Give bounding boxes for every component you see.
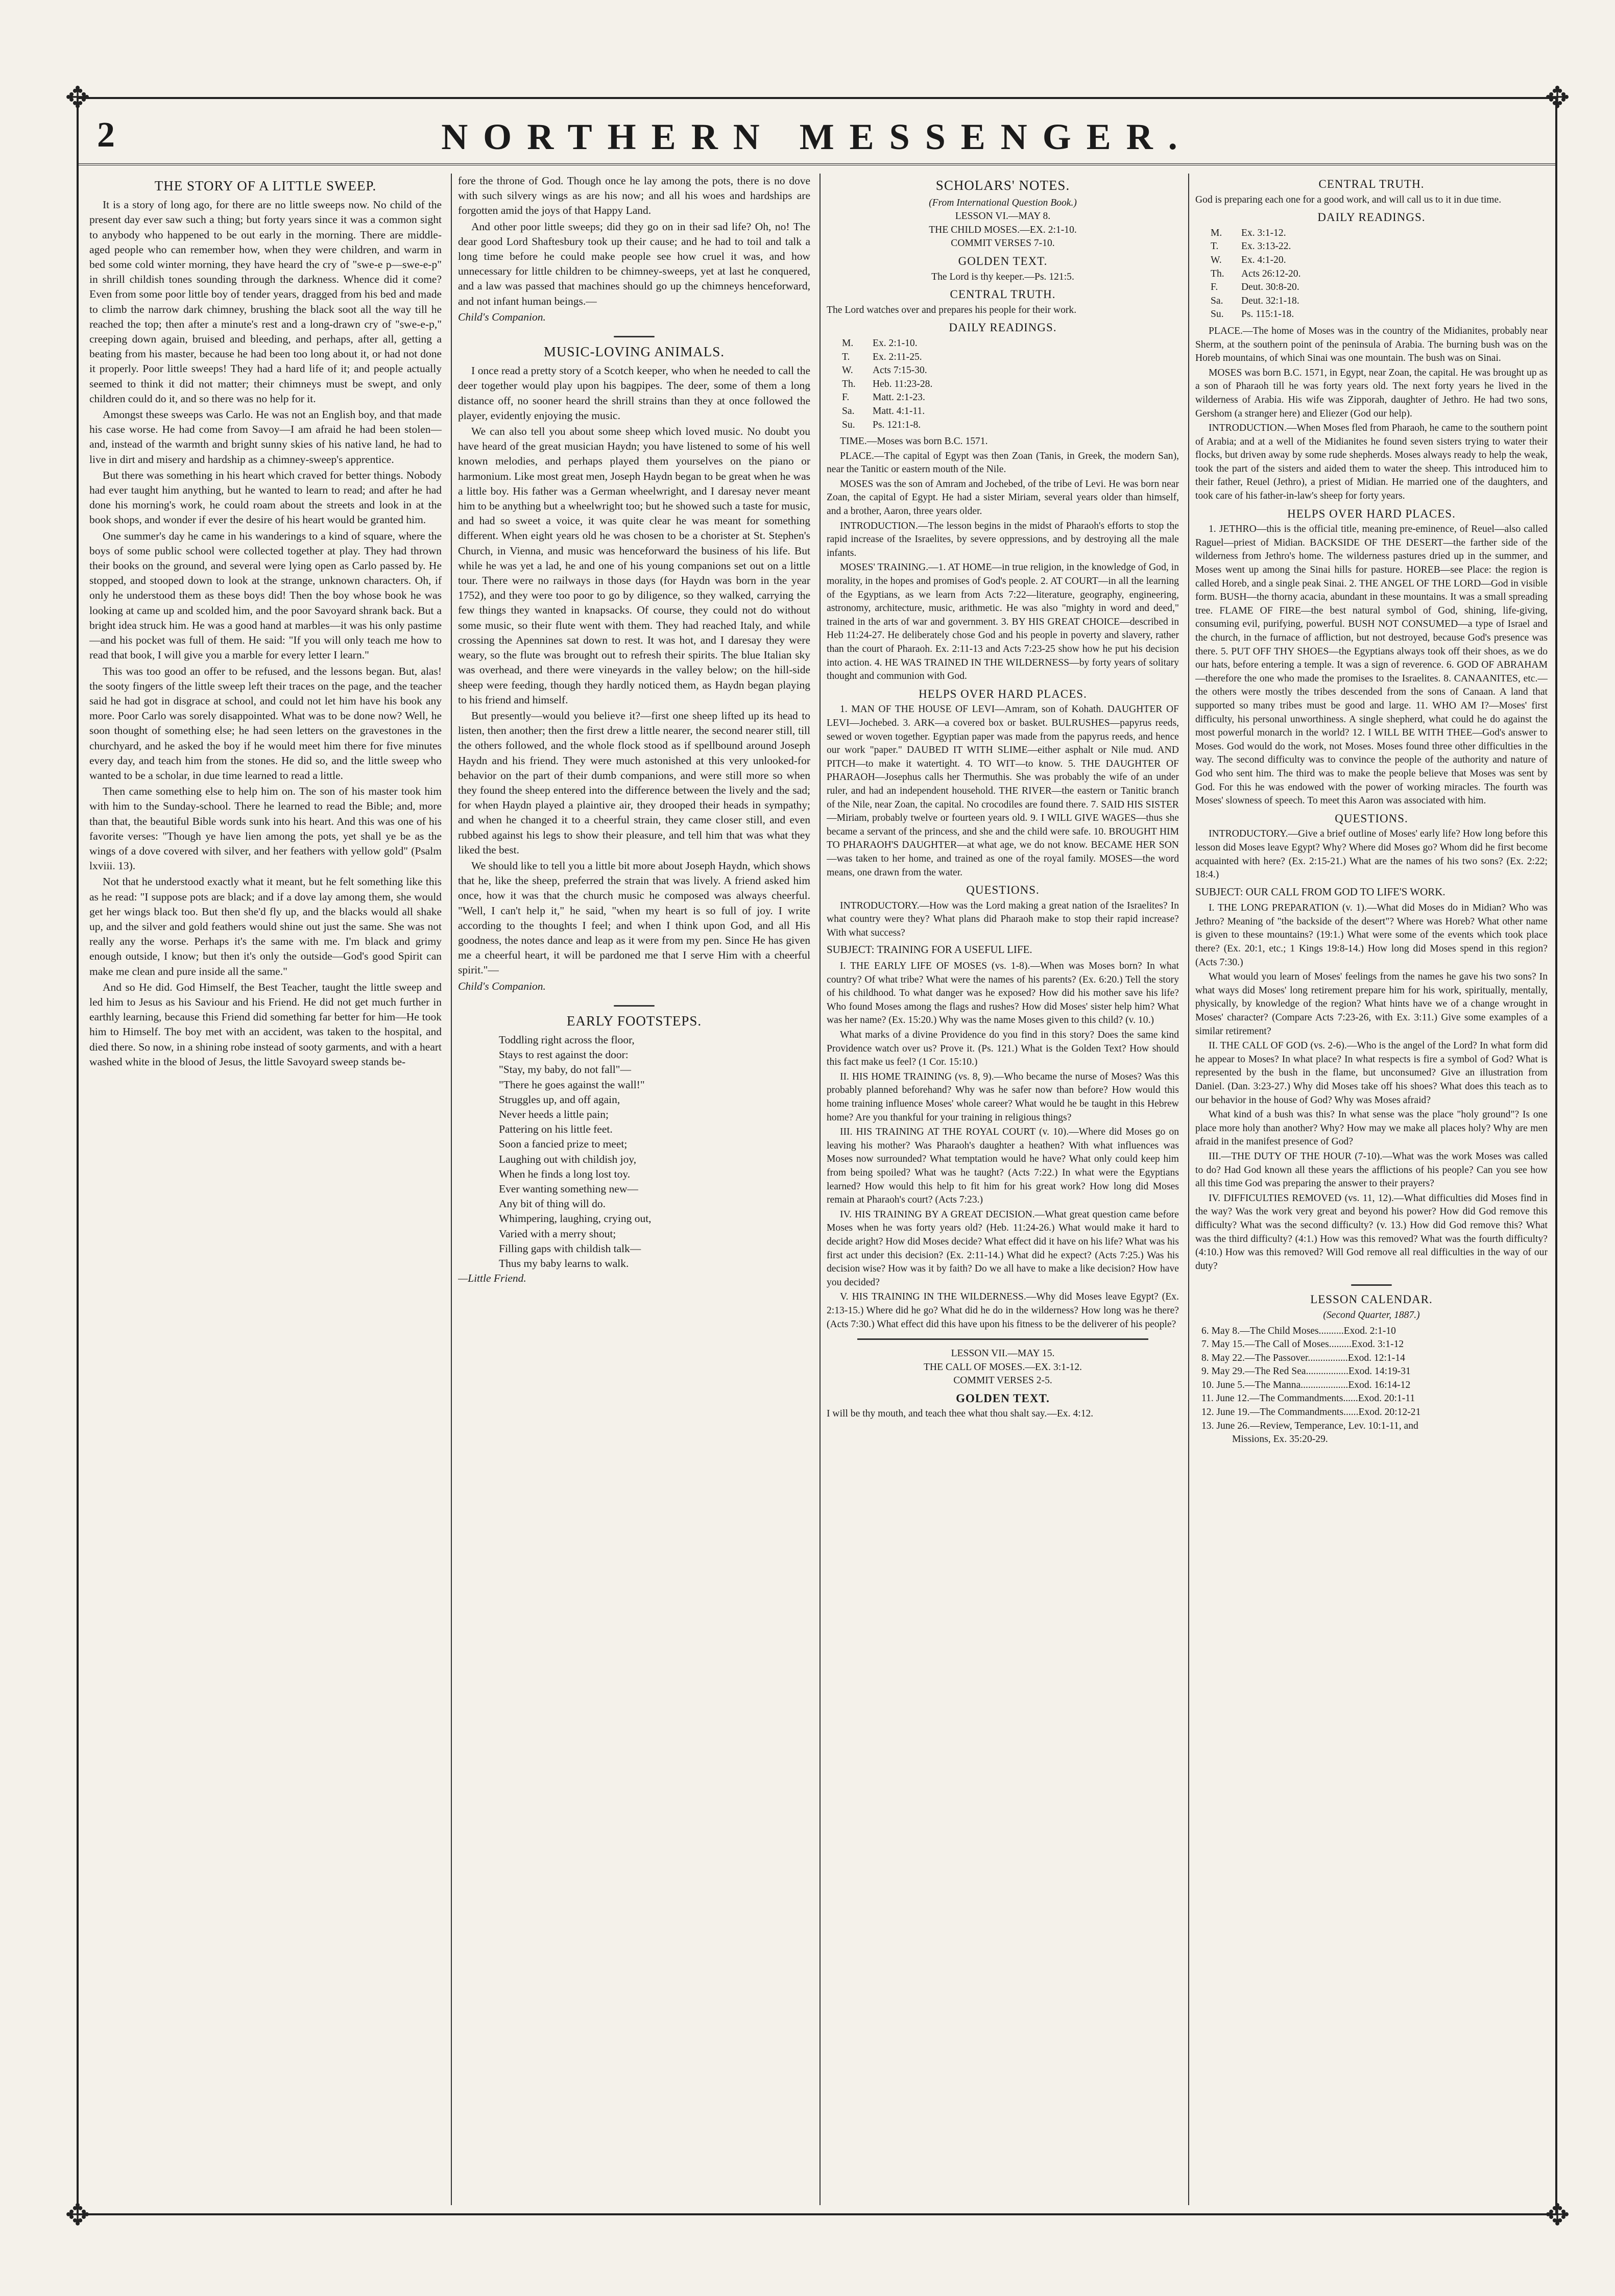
lesson-calendar-subheading: (Second Quarter, 1887.) [1323, 1309, 1420, 1321]
lesson-heading: LESSON VII.—MAY 15. [951, 1348, 1055, 1359]
poem-line: Varied with a merry shout; [499, 1227, 616, 1240]
calendar-row: 8. May 22.—The Passover................Exod. 12:1-14 [1201, 1352, 1405, 1363]
calendar-row: 10. June 5.—The Manna...................Exod. 16:14-12 [1201, 1379, 1411, 1390]
lesson-heading: LESSON VI.—MAY 8. [955, 211, 1051, 222]
daily-readings [842, 337, 1179, 432]
question-block: What marks of a divine Providence do you find in this story? Does the same kind Providence watch over us? Prove it. (Ps. 121.) What is the Golden Text? How should this fact make us feel? (1 Cor. 15:10.) [827, 1030, 1179, 1068]
commit-verses: COMMIT VERSES 2-5. [953, 1375, 1052, 1386]
question-block: What would you learn of Moses' feelings from the names he gave his two sons? In what ways did Moses' long retirement prepare him for his work, spiritually, mentally, physically, by knowledge of the region? What hints have we of a change wrought in Moses' character? (Compare Acts 7:23-26, with Ex. 3:11.) Give some examples of a similar retirement? [1195, 971, 1548, 1037]
lesson-subheading: THE CALL OF MOSES.—EX. 3:1-12. [923, 1361, 1082, 1373]
column-3 [827, 174, 1179, 2205]
question-block: I. THE LONG PREPARATION (v. 1).—What did Moses do in Midian? Who was Jethro? Meaning of "the backside of the desert"? Where was Horeb? What other name is given to these mountains? (19:1.) What were some of the events which took place there? (Ex. 20:1, etc.; 1 Kings 19:8-14.) How long did Moses spend in this region? (Acts 7:30.) [1195, 902, 1548, 968]
reading-row: Sa. Matt. 4:1-11. [842, 405, 925, 417]
sweep-source: Child's Companion. [458, 310, 546, 323]
bottom-right-corner-ornament-icon: ✥ [1545, 2199, 1570, 2232]
sweep-paragraph: Not that he understood exactly what it meant, but he felt something like this as he read: "I suppose pots are black; and if a dove lay among them, she would get her wings black too. But then she'd fly up, and the blacks would all shake up, and the silver and gold feathers would shine out just the same. She was not really any the worse. Perhaps it's the same with me. I'm black and grimy enough outside, I know; but then it's only the outside—God's good Spirit can make me clean and pure inside all the same." [89, 875, 442, 978]
column-rule [819, 174, 821, 2205]
top-right-corner-ornament-icon: ✥ [1545, 81, 1570, 114]
article-title-animals: MUSIC-LOVING ANIMALS. [543, 344, 725, 360]
reading-row: W. Ex. 4:1-20. [1211, 254, 1286, 265]
poem-line: Pattering on his little feet. [499, 1123, 613, 1136]
poem-line: "Stay, my baby, do not fall"— [499, 1063, 631, 1076]
lesson-calendar [1201, 1325, 1548, 1447]
bottom-left-corner-ornament-icon: ✥ [65, 2199, 90, 2232]
column-rule [1188, 174, 1189, 2205]
question-block: II. HIS HOME TRAINING (vs. 8, 9).—Who became the nurse of Moses? Was this probably planned beforehand? Why was he safer now than before? How would this home training influence Moses' whole career? What would he be taught in this Hebrew home? Are you thankful for your training in religious things? [827, 1071, 1179, 1123]
question-block: IV. DIFFICULTIES REMOVED (vs. 11, 12).—What difficulties did Moses find in the way? Was the work very great and beyond his power? How did God remove this difficulty? What was the second difficulty? (v. 13.) How did God remove this? What was the third difficulty? (4:1.) How was this removed? What was the fourth difficulty? (4:10.) How was this removed? Will God remove all real difficulties in the way of our duty? [1195, 1192, 1548, 1272]
calendar-row: 13. June 26.—Review, Temperance, Lev. 10:1-11, and [1201, 1420, 1418, 1431]
reading-row: Th. Acts 26:12-20. [1211, 268, 1301, 279]
reading-row: M. Ex. 2:1-10. [842, 337, 918, 349]
daily-readings [1211, 227, 1548, 322]
sweep-paragraph: It is a story of long ago, for there are no little sweeps now. No child of the present day ever saw such a thing; but forty years since it was a common sight to anybody who happened to be out early in the morning. There are middle-aged people who can remember how, when they were children, and warm in bed some cold winter morning, they have heard the cry of "swe-e p—swe-e-p" in shrill childish tones sounding through the darkness. Whence did it come? Even from some poor little boy of tender years, dragged from his bed and made to climb the narrow dark chimney, brushing the black soot all the way till he reached the top; then after a minute's rest and a long-drawn cry of "swe-e-p," creeping down again, bruised and bleeding, and perhaps, after all, getting a beating from his master, because he had been too long about it, or had not done it properly. Poor little sweeps! They had a hard life of it; and people actually seemed to think it did not matter; their chimneys must be swept, and only children could do it, and so there was no help for it. [89, 199, 442, 405]
sweep-continued-paragraph: And other poor little sweeps; did they go on in their sad life? Oh, no! The dear good Lord Shaftesbury took up their cause; and he had to toil and talk a long time before he could make people see how cruel it was, and how unnecessary for little children to be chimney-sweeps, yet at last he conquered, and a law was passed that machines should go up the chimneys henceforward, and not infant human beings.— [458, 220, 810, 307]
question-block: III.—THE DUTY OF THE HOUR (7-10).—What was the work Moses was called to do? Had God known all these years the afflictions of his people? Can you see how all this time God was preparing the answer to their prayers? [1195, 1151, 1548, 1189]
animals-paragraph: But presently—would you believe it?—first one sheep lifted up its head to listen, then another; then the first drew a little nearer, the second nearer still, till the others followed, and the whole flock stood as if spellbound around Joseph Haydn and his friend. They were much astonished at this very unlooked-for behavior on the part of their dumb companions, and were still more so when they found the sheep entered into the difference between the lively and the sad; for when Haydn played a plaintive air, they drooped their heads in sympathy; and when he changed it to a cheerful strain, they came closer still, and even rubbed against his legs to show their pleasure, and tell him that was what they liked the best. [458, 709, 810, 856]
lesson-calendar-heading: LESSON CALENDAR. [1310, 1293, 1433, 1306]
column-2 [458, 174, 810, 2205]
poem-line: Soon a fancied prize to meet; [499, 1138, 628, 1151]
lesson-subheading: THE CHILD MOSES.—EX. 2:1-10. [929, 224, 1077, 235]
calendar-row: 11. June 12.—The Commandments......Exod. 20:1-11 [1201, 1393, 1415, 1404]
poem-line: Ever wanting something new— [499, 1183, 638, 1195]
helps-text: 1. JETHRO—this is the official title, meaning pre-eminence, of Reuel—also called Raguel—priest of Midian. BACKSIDE OF THE DESERT—the farther side of the wilderness from Jethro's home. The wilderness pastures dried up in the summer, and Moses went up among the Sinai hills for pasture. HOREB—see Place: the region is called Horeb, and a single peak Sinai. 2. THE ANGEL OF THE LORD—God in visible form. BUSH—the thorny acacia, abundant in these mountains. It was a small spreading tree. FLAME OF FIRE—the best natural symbol of God, shining, life-giving, consuming evil, purifying, powerful. BUSH NOT CONSUMED—a type of Israel and the church, in the furnace of affliction, but not destroyed, because God's presence was there. 5. PUT OFF THY SHOES—the Egyptians always took off their shoes, as we do our hats, before entering a temple. It was a sign of reverence. 6. GOD OF ABRAHAM—therefore the one who made the promises to the Israelites. 8. CANAANITES, etc.—the others were mostly the tribes descended from the sons of Canaan. A land that supported so many tribes must be good and large. 11. WHO AM I?—Moses' first difficulty, his personal unworthiness. A single shepherd, what could he do against the most powerful monarch in the world? 12. I WILL BE WITH THEE—God's answer to Moses. God would do the work, not Moses. Moses found three other difficulties in the way. The second difficulty was to convince the people of the authority and nature of God who sent him. The third was to make the people believe that Moses was sent by God. For this he was endowed with the power of working miracles. The fourth was Moses' slowness of speech. To meet this Aaron was associated with him. [1195, 524, 1548, 807]
daily-readings-heading: DAILY READINGS. [1317, 211, 1426, 224]
question-block: IV. HIS TRAINING BY A GREAT DECISION.—What great question came before Moses when he was forty years old? (Heb. 11:24-26.) What would make it hard to decide aright? How did Moses decide? What effect did it have on his life? What was his first act under this decision? (Ex. 2:11-14.) What did he expect? (Acts 7:25.) Was his decision wise? How was it by faith? Do we all have to make a like decision? How have you decided? [827, 1209, 1179, 1288]
lesson-subject: SUBJECT: OUR CALL FROM GOD TO LIFE'S WORK. [1195, 885, 1445, 898]
poem-line: Whimpering, laughing, crying out, [499, 1212, 652, 1225]
calendar-row: Missions, Ex. 35:20-29. [1232, 1434, 1328, 1445]
poem-line: Stays to rest against the door: [499, 1048, 629, 1061]
notes-paragraph: MOSES was the son of Amram and Jochebed, of the tribe of Levi. He was born near Zoan, the capital of Egypt. He had a sister Miriam, several years older than himself, and a brother, Aaron, three years older. [827, 478, 1179, 517]
poem-line: Toddling right across the floor, [499, 1033, 635, 1046]
calendar-row: 6. May 8.—The Child Moses..........Exod. 2:1-10 [1201, 1325, 1396, 1336]
question-block: I. THE EARLY LIFE OF MOSES (vs. 1-8).—When was Moses born? In what country? Of what tribe? What were the names of his parents? (Ex. 6:20.) Tell the story of his childhood. To what danger was he exposed? How did his mother save his life? Who found Moses among the flags and rushes? How did Moses' sister help him? What was her name? (Ex. 15:20.) Why was the name Moses given to this child? (v. 10.) [827, 961, 1179, 1026]
animals-source: Child's Companion. [458, 980, 546, 992]
notes-paragraph: PLACE.—The capital of Egypt was then Zoan (Tanis, in Greek, the modern San), near the Tanitic or eastern mouth of the Nile. [827, 450, 1179, 475]
helps-text: 1. MAN OF THE HOUSE OF LEVI—Amram, son of Kohath. DAUGHTER OF LEVI—Jochebed. 3. ARK—a covered box or basket. BULRUSHES—papyrus reeds, sewed or woven together. Egyptian paper was made from the papyrus reeds, and hence our work "paper." DAUBED IT WITH SLIME—either asphalt or Nile mud. AND PITCH—to make it watertight. 4. TO WIT—to know. 5. THE DAUGHTER OF PHARAOH—Josephus calls her Thermuthis. She was probably the wife of an under ruler, and had an independent household. THE RIVER—the eastern or Tanitic branch of the Nile, near Zoan, the capital. No crocodiles are found there. 7. SAID HIS SISTER—Miriam, probably twelve or fourteen years old. 9. I WILL GIVE WAGES—thus she became a servant of the princess, and she and the child were safe. 10. BROUGHT HIM TO PHARAOH'S DAUGHTER—at what age, we do not know. BECAME HER SON—was taken to her home, and trained as one of the royal family. MOSES—the word means, one drawn from the water. [827, 704, 1179, 878]
reading-row: F. Deut. 30:8-20. [1211, 282, 1299, 293]
reading-row: F. Matt. 2:1-23. [842, 392, 925, 403]
article-title-sweep: THE STORY OF A LITTLE SWEEP. [154, 178, 377, 193]
reading-row: Su. Ps. 115:1-18. [1211, 309, 1294, 320]
poem-title: EARLY FOOTSTEPS. [566, 1013, 702, 1029]
animals-paragraph: We should like to tell you a little bit more about Joseph Haydn, which shows that he, like the sheep, preferred the strain that was lively. A friend asked him once, how it was that the church music he composed was always cheerful. "Well, I can't help it," he said, "when my heart is so full of joy. I write according to the thoughts I feel; and when I think upon God, and all His goodness, the notes dance and leap as it were from my pen. Since He has given me a cheerful heart, it will be pardoned me that I serve Him with a cheerful spirit."— [458, 859, 810, 976]
helps-heading: HELPS OVER HARD PLACES. [1287, 507, 1456, 520]
reading-row: Th. Heb. 11:23-28. [842, 378, 933, 389]
scholars-notes-title: SCHOLARS' NOTES. [935, 178, 1070, 193]
daily-readings-heading: DAILY READINGS. [949, 321, 1057, 334]
reading-row: M. Ex. 3:1-12. [1211, 227, 1286, 238]
question-block: What kind of a bush was this? In what sense was the place "holy ground"? Is one place more holy than another? Why? How may we make all places holy? Why are men afraid in the manifest presence of God? [1195, 1109, 1548, 1147]
calendar-row: 9. May 29.—The Red Sea.................Exod. 14:19-31 [1201, 1366, 1411, 1377]
scholars-notes-subtitle: (From International Question Book.) [929, 197, 1077, 208]
poem-line: Thus my baby learns to walk. [499, 1257, 629, 1270]
column-1 [89, 174, 442, 2205]
poem-line: When he finds a long lost toy. [499, 1167, 631, 1180]
column-rule [451, 174, 452, 2205]
questions-heading: QUESTIONS. [1335, 812, 1408, 825]
reading-row: Sa. Deut. 32:1-18. [1211, 295, 1299, 306]
column-4 [1195, 174, 1548, 2205]
section-separator [1351, 1284, 1392, 1286]
page-number: 2 [97, 115, 115, 155]
sweep-continued-paragraph: fore the throne of God. Though once he lay among the pots, there is no dove with such silvery wings as are his now; and all his woes and hardships are forgotten amid the joys of that Happy Land. [458, 175, 810, 217]
sweep-paragraph: This was too good an offer to be refused, and the lessons began. But, alas! the sooty fingers of the little sweep left their traces on the page, and the teacher said he had got in disgrace at school, and could not let him have his book any more. Poor Carlo was sorely disappointed. What was to be done now? Well, he soon thought of something else; he had seen letters on the gravestones in the churchyard, and he asked the boy if he would meet him there for five minutes every day, and teach him from the stones. He did so, and the little sweep who wanted to be a scholar, in due time learned to read a little. [89, 665, 442, 781]
animals-paragraph: We can also tell you about some sheep which loved music. No doubt you have heard of the great musician Haydn; you have listened to some of his well known melodies, and perhaps played them yourselves on the piano or harmonium. Like most great men, Joseph Haydn began to be great when he was a little boy. His father was a German wheelwright, and I daresay never meant him to be anything but a wheelwright too; but he showed such a taste for music, and had so sweet a voice, it was quite clear he was meant for something different. When eight years old he was chosen to be a chorister at St. Stephen's Church, in Vienna, and music was henceforward the business of his life. But while he was yet a lad, he and one of his young companions set out on a little tour. There were no railways in those days (for Haydn was born in the year 1752), and they were too poor to go by diligence, so they walked, carrying the few things they wanted in knapsacks. Of course, they could not do without some music, so their flute went with them. They had reached Italy, and while crossing the Apennines sat down to rest. It was hot, and I daresay they were weary, so the flute was brought out to refresh their spirits. The blue Italian sky was overhead, and there were vineyards in the valley below; on the hill-side sheep were feeding, though they hardly noticed them, as Haydn began playing to his friend and himself. [458, 425, 810, 706]
sweep-paragraph: One summer's day he came in his wanderings to a kind of square, where the boys of some public school were collected together at play. They had thrown their books on the ground, and several were lying open as Carlo passed by. He stopped, and stooped down to look at the strange, unknown characters. Oh, if only he understood them as these boys did! Then the boy whose book he was looking at came up and scolded him, and the poor Savoyard shrank back. But a bright idea struck him. He was a good hand at marbles—it was his only pastime—and his pocket was full of them. He said: "If you will only teach me how to read that book, I will give you a marble for every letter I learn." [89, 529, 442, 662]
section-separator [614, 1005, 655, 1007]
questions-intro: INTRODUCTORY.—How was the Lord making a great nation of the Israelites? In what country were they? What plans did Pharaoh make to stop their rapid increase? With what success? [827, 900, 1179, 938]
golden-text-heading: GOLDEN TEXT. [958, 254, 1048, 267]
central-truth-text: The Lord watches over and prepares his people for their work. [827, 304, 1077, 315]
notes-paragraph: MOSES' TRAINING.—1. AT HOME—in true religion, in the knowledge of God, in morality, in the hopes and promises of God's people. 2. AT COURT—in all the learning of the Egyptians, as we learn from Acts 7:22—literature, geography, engineering, astronomy, architecture, music, arithmetic. He was also "mighty in word and deed," trained in the arts of war and government. 3. BY HIS GREAT CHOICE—described in Heb 11:24-27. He deliberately chose God and his people in poverty and slavery, rather than the court of Pharaoh. Ex. 2:11-13 and Acts 7:23-25 show how he put his decision into action. 4. HE WAS TRAINED IN THE WILDERNESS—by forty years of solitary thought and communion with God. [827, 562, 1179, 682]
sweep-paragraph: Then came something else to help him on. The son of his master took him with him to the Sunday-school. There he learned to read the Bible; and, more than that, the beautiful Bible words sunk into his heart. And this was one of his favorite verses: "Though ye have lien among the pots, yet shall ye be as the wings of a dove covered with silver, and her feathers with yellow gold" (Psalm lxviii. 13). [89, 785, 442, 872]
poem-line: "There he goes against the wall!" [499, 1078, 645, 1091]
sweep-paragraph: But there was something in his heart which craved for better things. Nobody had ever taught him anything, but he wanted to learn to read; and after he had done his morning's work, he could roam about the streets and look in at the book shops, and wonder if ever the desire of his heart would be granted him. [89, 469, 442, 526]
animals-paragraph: I once read a pretty story of a Scotch keeper, who when he needed to call the deer together would play upon his bagpipes. The deer, some of them a long distance off, no sooner heard the shrill strains than they at once followed the player, evidently enjoying the music. [458, 364, 810, 422]
reading-row: Su. Ps. 121:1-8. [842, 419, 921, 430]
reading-row: T. Ex. 2:11-25. [842, 351, 922, 362]
sweep-paragraph: And so He did. God Himself, the Best Teacher, taught the little sweep and led him to Jesus as his Saviour and his Friend. He did not get much further in earthly learning, because this Friend did something far better for him—He took him to Himself. The boy met with an accident, was taken to the hospital, and died there. So now, in a shining robe instead of sooty garments, and with a heart washed white in the blood of Jesus, the little Savoyard sweep stands be- [89, 981, 442, 1068]
poem-line: Any bit of thing will do. [499, 1198, 606, 1210]
lesson-subject: SUBJECT: TRAINING FOR A USEFUL LIFE. [827, 943, 1032, 956]
poem-line: Laughing out with childish joy, [499, 1153, 637, 1165]
notes-paragraph: MOSES was born B.C. 1571, in Egypt, near Zoan, the capital. He was brought up as a son of Pharaoh till he was forty years old. The next forty years he lived in the wilderness of Arabia. His wife was Zipporah, daughter of Jethro. He had two sons, Gershom (a stranger here) and Eliezer (God our help). [1195, 367, 1548, 419]
questions-intro: INTRODUCTORY.—Give a brief outline of Moses' early life? How long before this lesson did Moses leave Egypt? Why? Where did Moses go? Whom did he first become acquainted with here? (Ex. 2:15-21.) What are the names of his two sons? (Ex. 2:22; 18:4.) [1195, 828, 1548, 881]
columns [89, 174, 1548, 2205]
question-block: II. THE CALL OF GOD (vs. 2-6).—Who is the angel of the Lord? In what form did he appear to Moses? In what place? In what respects is fire a symbol of God? What is represented by the bush in the flame, but unconsumed? Give an illustration from Daniel. (Dan. 3:23-27.) Why did Moses take off his shoes? What does this teach as to our behavior in the house of God? Why was Moses afraid? [1195, 1040, 1548, 1106]
question-block: V. HIS TRAINING IN THE WILDERNESS.—Why did Moses leave Egypt? (Ex. 2:13-15.) Where did he go? What did he do in the wilderness? How long was he there? (Acts 7:30.) What effect did this have upon his fitness to be the deliverer of his people? [827, 1291, 1179, 1330]
questions-heading: QUESTIONS. [966, 884, 1040, 897]
notes-paragraph: INTRODUCTION.—When Moses fled from Pharaoh, he came to the southern point of Arabia; and at a well of the Midianites he found seven sisters trying to water their flocks, but driven away by some rude shepherds. Moses always ready to help the weak, took the part of the sisters and aided them to water the sheep. This introduced him to their father, Reuel (Jethro), a priest of Midian. He married one of the daughters, and took care of his father-in-law's sheep for forty years. [1195, 423, 1548, 502]
poem-line: Struggles up, and off again, [499, 1093, 620, 1106]
newspaper-title: NORTHERN MESSENGER. [441, 116, 1193, 157]
notes-paragraph: PLACE.—The home of Moses was in the country of the Midianites, probably near Sherm, at the southern point of the peninsula of Arabia. The burning bush was on the Horeb mountains, of which Sinai was one mountain. The bush was on Sinai. [1195, 325, 1548, 364]
notes-paragraph: INTRODUCTION.—The lesson begins in the midst of Pharaoh's efforts to stop the rapid increase of the Israelites, by severe oppressions, and by destroying all the male infants. [827, 520, 1179, 558]
calendar-row: 7. May 15.—The Call of Moses.........Exod. 3:1-12 [1201, 1339, 1404, 1350]
poem-source: —Little Friend. [458, 1272, 526, 1285]
golden-text: The Lord is thy keeper.—Ps. 121:5. [931, 271, 1074, 282]
poem [499, 1033, 810, 1271]
central-truth-heading: CENTRAL TRUTH. [1318, 178, 1425, 190]
section-separator [857, 1338, 1148, 1340]
central-truth-text: God is preparing each one for a good work, and will call us to it in due time. [1195, 194, 1502, 205]
reading-row: W. Acts 7:15-30. [842, 365, 927, 376]
top-left-corner-ornament-icon: ✥ [65, 81, 90, 114]
calendar-row: 12. June 19.—The Commandments......Exod. 20:12-21 [1201, 1407, 1421, 1418]
golden-text-heading: GOLDEN TEXT. [956, 1391, 1050, 1405]
central-truth-heading: CENTRAL TRUTH. [950, 288, 1056, 301]
golden-text: I will be thy mouth, and teach thee what thou shalt say.—Ex. 4:12. [827, 1408, 1094, 1420]
sweep-paragraph: Amongst these sweeps was Carlo. He was not an English boy, and that made his case worse. He had come from Savoy—I am afraid he had been stolen—and, instead of the warmth and bright sunny skies of his native land, he had to live in dirt and misery and hardship as a chimney-sweep's apprentice. [89, 408, 442, 466]
notes-paragraph: TIME.—Moses was born B.C. 1571. [840, 436, 988, 447]
commit-verses: COMMIT VERSES 7-10. [951, 238, 1055, 249]
section-separator [614, 336, 655, 337]
poem-line: Never heeds a little pain; [499, 1108, 609, 1120]
masthead [77, 105, 1557, 165]
reading-row: T. Ex. 3:13-22. [1211, 241, 1291, 252]
poem-line: Filling gaps with childish talk— [499, 1242, 641, 1255]
helps-heading: HELPS OVER HARD PLACES. [919, 687, 1087, 700]
question-block: III. HIS TRAINING AT THE ROYAL COURT (v. 10).—Where did Moses go on leaving his mother? Was Pharaoh's daughter a heathen? With what influences was Moses now surrounded? What temptation would he have? What only could keep him from being spoiled? What was he taught? (Acts 7:22.) In what were the Egyptians learned? How would this help to fit him for his great work? How long did Moses remain at Pharaoh's court? (Acts 7:23.) [827, 1127, 1179, 1206]
